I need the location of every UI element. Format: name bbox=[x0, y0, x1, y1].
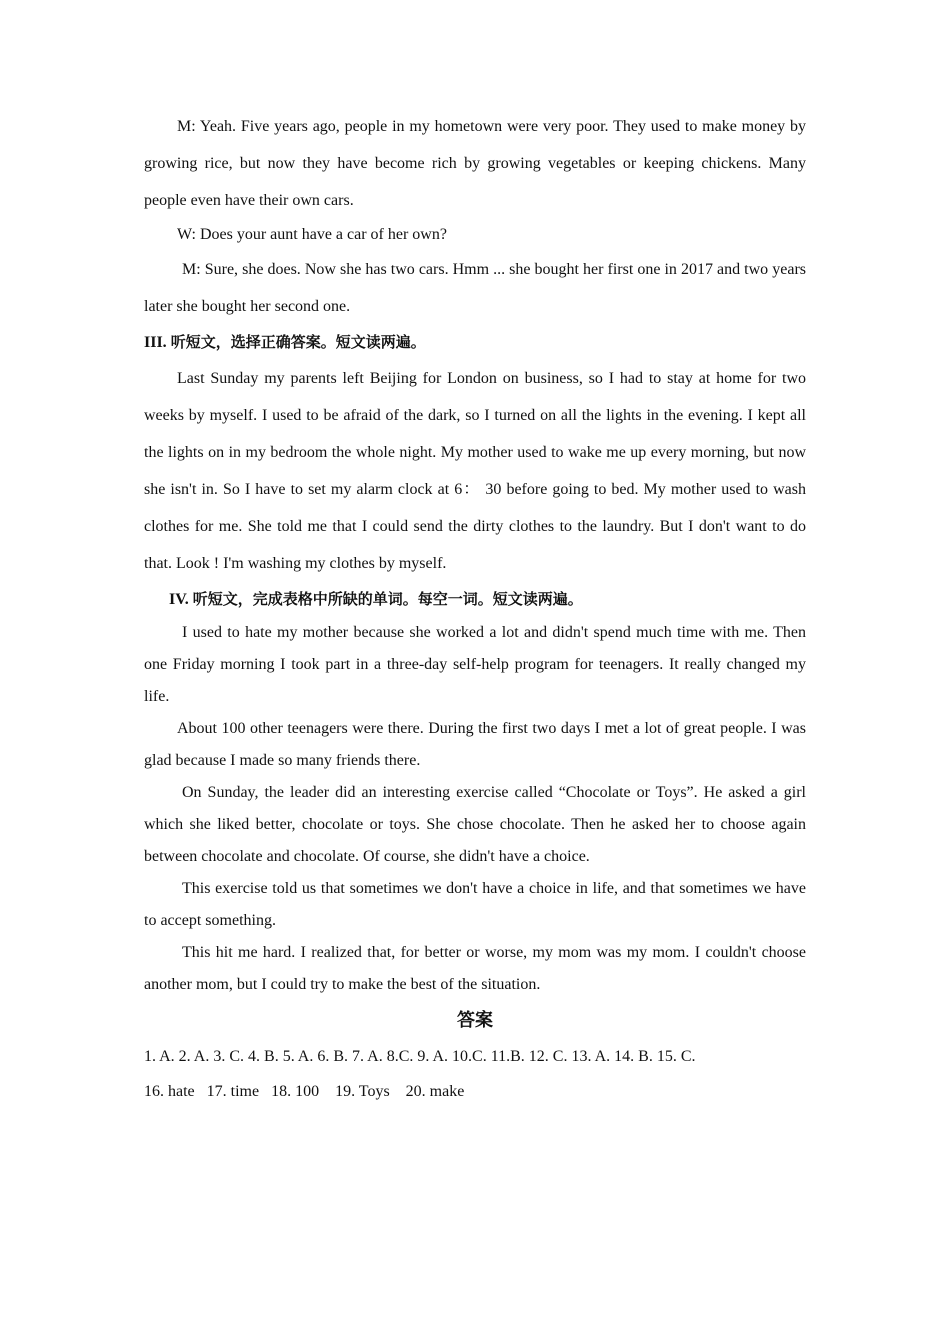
dialogue-line-2: W: Does your aunt have a car of her own? bbox=[177, 226, 447, 243]
answers-title: 答案 bbox=[457, 1010, 493, 1031]
section-4-paragraph: I used to hate my mother because she worked a lot and didn't spend much time with me. Then one Friday morning I took part in a three-day self-help program for teenagers. It really changed my life. bbox=[144, 624, 806, 705]
dialogue-line-3: M: Sure, she does. Now she has two cars. Hmm ... she bought her first one in 2017 and two years later she bought her second one. bbox=[144, 261, 806, 315]
section-4-heading bbox=[144, 582, 806, 617]
section-3-number: III. bbox=[144, 334, 171, 351]
section-3-heading bbox=[144, 325, 806, 360]
answers-line-1: 1. A. 2. A. 3. C. 4. B. 5. A. 6. B. 7. A. 8.C. 9. A. 10.C. 11.B. 12. C. 13. A. 14. B. 15. C. bbox=[144, 1048, 696, 1065]
section-4-paragraph: On Sunday, the leader did an interesting exercise called “Chocolate or Toys”. He asked a girl which she liked better, chocolate or toys. She chose chocolate. Then he asked her to choose again between chocolate and chocolate. Of course, she didn't have a choice. bbox=[144, 784, 806, 865]
answers-line-2: 16. hate 17. time 18. 100 19. Toys 20. make bbox=[144, 1083, 465, 1100]
section-3-passage: Last Sunday my parents left Beijing for London on business, so I had to stay at home for two weeks by myself. I used to be afraid of the dark, so I turned on all the lights in the evening. I kept all the lights on in my bedroom the whole night. My mother used to wake me up every morning, but now she isn't in. So I have to set my alarm clock at 6： 30 before going to bed. My mother used to wash clothes for me. She told me that I could send the dirty clothes to the laundry. But I don't want to do that. Look ! I'm washing my clothes by myself. bbox=[144, 370, 806, 572]
section-4-paragraph: About 100 other teenagers were there. During the first two days I met a lot of great people. I was glad because I made so many friends there. bbox=[144, 720, 806, 769]
section-4-paragraph: This hit me hard. I realized that, for better or worse, my mom was my mom. I couldn't choose another mom, but I could try to make the best of the situation. bbox=[144, 944, 806, 993]
dialogue-line-1: M: Yeah. Five years ago, people in my hometown were very poor. They used to make money by growing rice, but now they have become rich by growing vegetables or keeping chickens. Many people even have their own cars. bbox=[144, 118, 806, 209]
section-4-title: 听短文，完成表格中所缺的单词。每空一词。短文读两遍。 bbox=[192, 590, 583, 608]
section-3-title: 听短文，选择正确答案。短文读两遍。 bbox=[170, 333, 426, 351]
document-body bbox=[144, 108, 806, 1109]
section-4-paragraph: This exercise told us that sometimes we don't have a choice in life, and that sometimes we have to accept something. bbox=[144, 880, 806, 929]
section-4-number: IV. bbox=[169, 591, 193, 608]
